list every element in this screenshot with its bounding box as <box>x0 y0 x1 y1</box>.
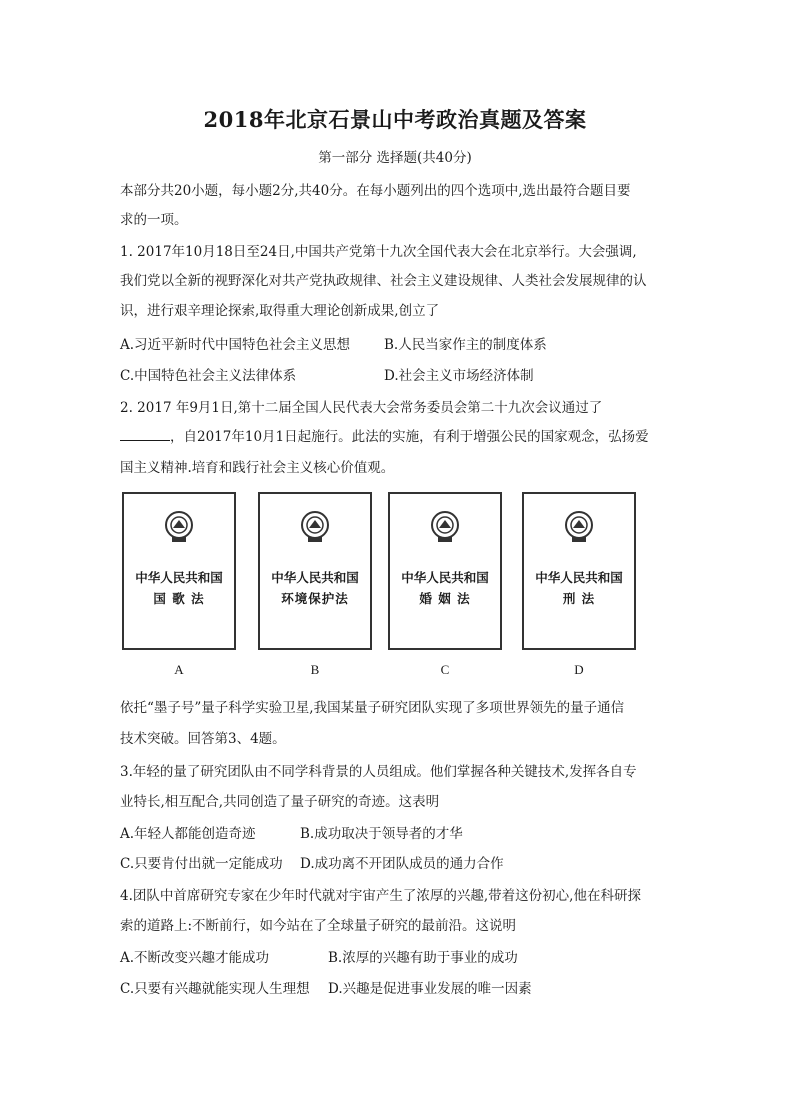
q3-line-2: 业特长,相互配合,共同创造了量子研究的奇迹。这表明 <box>120 794 440 810</box>
law-books-figure <box>118 492 678 682</box>
national-emblem-icon <box>161 508 197 544</box>
national-emblem-icon <box>297 508 333 544</box>
intro-line-2: 求的一项。 <box>120 212 188 228</box>
q1-line-1: 1. 2017年10月18日至24日,中国共产党第十九次全国代表大会在北京举行。大会强调, <box>120 244 637 260</box>
q2-line-3: 国主义精神.培育和践行社会主义核心价值观。 <box>120 460 395 476</box>
answer-blank <box>120 428 170 441</box>
national-emblem-icon <box>561 508 597 544</box>
q3-option-b: B.成功取决于领导者的才华 <box>300 826 463 842</box>
law-book-d-line-1: 中华人民共和国 <box>535 570 623 585</box>
context-line-1: 依托“墨子号”量子科学实验卫星,我国某量子研究团队实现了多项世界领先的量子通信 <box>120 700 625 716</box>
q3-line-1: 3.年轻的量了研究团队由不同学科背景的人员组成。他们掌握各种关键技术,发挥各自专 <box>120 764 637 780</box>
q1-option-d: D.社会主义市场经济体制 <box>384 368 534 384</box>
q4-option-a: A.不断改变兴趣才能成功 <box>120 950 270 966</box>
law-book-c-line-1: 中华人民共和国 <box>401 570 489 585</box>
q2-line-2-text: ，自2017年10月1日起施行。此法的实施，有利于增强公民的国家观念，弘扬爱 <box>170 429 649 445</box>
law-book-a-label: A <box>174 662 184 677</box>
law-book-c-line-2: 婚 姻 法 <box>419 591 471 606</box>
law-book-d-label: D <box>574 662 584 677</box>
law-book-d-line-2: 刑 法 <box>562 591 596 606</box>
q1-option-b: B.人民当家作主的制度体系 <box>384 337 547 353</box>
q1-line-2: 我们党以全新的视野深化对共产党执政规律、社会主义建设规律、人类社会发展规律的认 <box>120 273 647 289</box>
law-book-a-line-2: 国 歌 法 <box>153 591 205 606</box>
intro-line-1: 本部分共20小题，每小题2分,共40分。在每小题列出的四个选项中,选出最符合题目要 <box>120 183 631 199</box>
law-book-c-label: C <box>440 662 450 677</box>
law-book-a <box>122 492 236 650</box>
q1-option-a: A.习近平新时代中国特色社会主义思想 <box>120 337 351 353</box>
q3-option-c: C.只要肯付出就一定能成功 <box>120 856 283 872</box>
q4-option-c: C.只要有兴趣就能实现人生理想 <box>120 981 310 997</box>
law-book-b-label: B <box>310 662 320 677</box>
law-book-b-line-2: 环境保护法 <box>281 591 349 606</box>
law-book-b-line-1: 中华人民共和国 <box>271 570 359 585</box>
q4-option-d: D.兴趣是促进事业发展的唯一因素 <box>328 981 532 997</box>
q3-option-d: D.成功离不开团队成员的通力合作 <box>300 856 504 872</box>
national-emblem-icon <box>427 508 463 544</box>
section-subtitle: 第一部分 选择题(共40分) <box>318 150 472 166</box>
law-book-d <box>522 492 636 650</box>
law-book-a-line-1: 中华人民共和国 <box>135 570 223 585</box>
q4-line-1: 4.团队中首席研究专家在少年时代就对宇宙产生了浓厚的兴趣,带着这份初心,他在科研探 <box>120 888 641 904</box>
q4-option-b: B.浓厚的兴趣有助于事业的成功 <box>328 950 518 966</box>
q1-option-c: C.中国特色社会主义法律体系 <box>120 368 297 384</box>
context-line-2: 技术突破。回答第3、4题。 <box>120 731 286 747</box>
q2-line-1: 2. 2017 年9月1日,第十二届全国人民代表大会常务委员会第二十九次会议通过了 <box>120 400 603 416</box>
law-book-b <box>258 492 372 650</box>
q2-line-2 <box>120 425 649 445</box>
q4-line-2: 索的道路上:不断前行，如今站在了全球量子研究的最前沿。这说明 <box>120 918 517 934</box>
q3-option-a: A.年轻人都能创造奇迹 <box>120 826 256 842</box>
law-book-c <box>388 492 502 650</box>
q1-line-3: 识，进行艰辛理论探索,取得重大理论创新成果,创立了 <box>120 303 440 319</box>
document-title: 2018年北京石景山中考政治真题及答案 <box>203 107 587 132</box>
